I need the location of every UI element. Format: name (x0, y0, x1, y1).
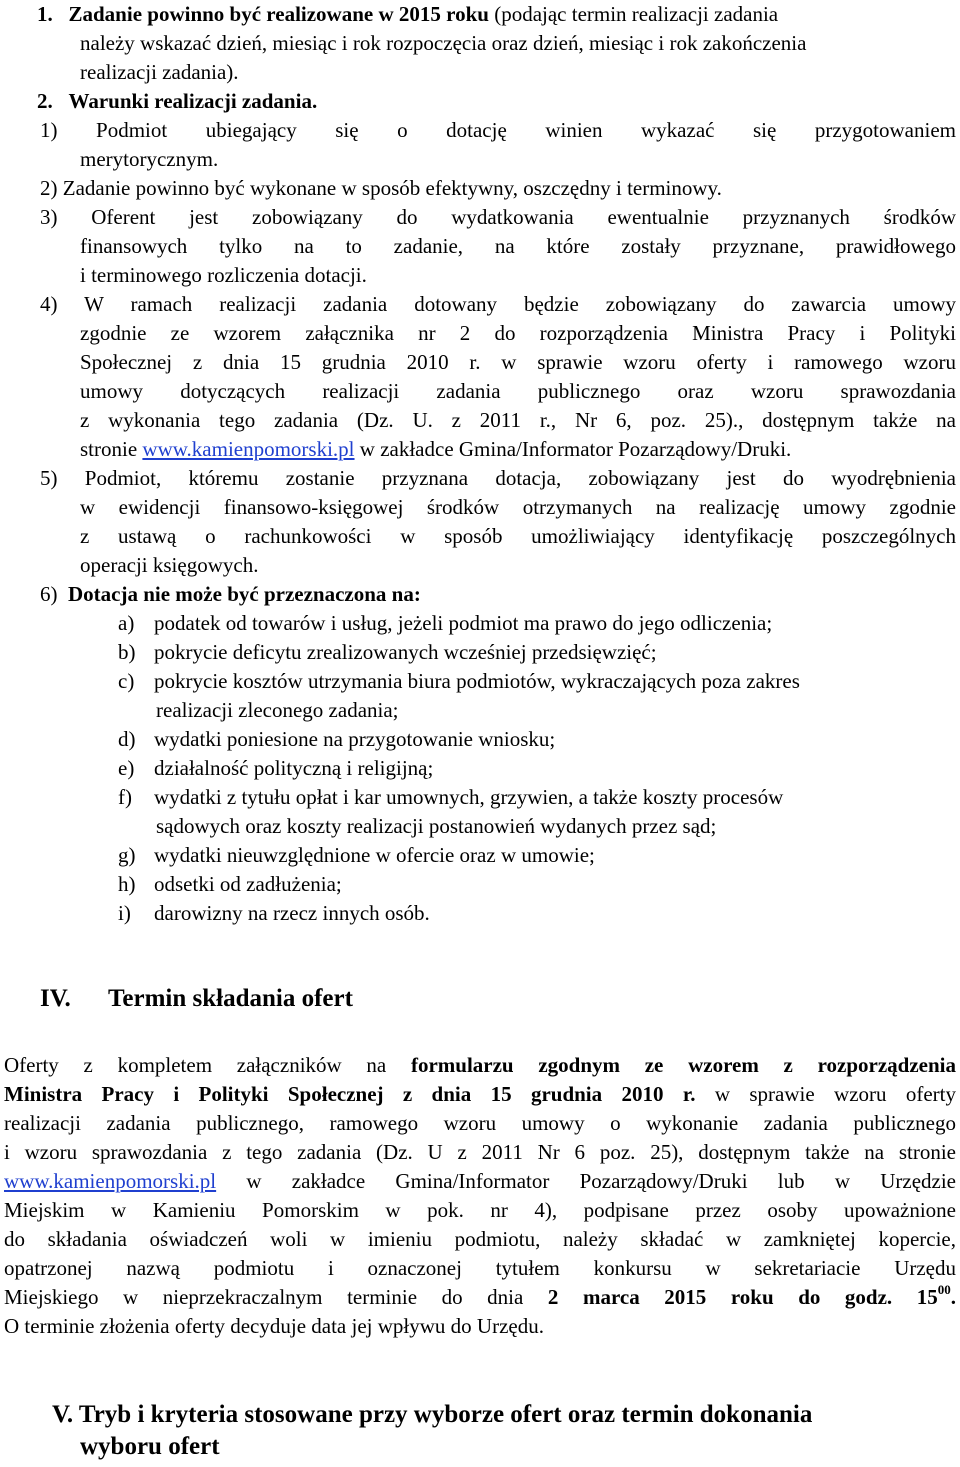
s4-deadline-sup: 00 (937, 1282, 951, 1297)
list-letter: d) (118, 727, 136, 751)
item1-rest: (podając termin realizacji zadania (488, 2, 779, 26)
list-text: działalność polityczną i religijną; (154, 756, 434, 780)
p6-title: Dotacja nie może być przeznaczona na: (68, 582, 421, 606)
list-item-f (118, 783, 783, 812)
s4-line10: O terminie złożenia oferty decyduje data jej wpływu do Urzędu. (4, 1314, 544, 1338)
p1-line2: merytorycznym. (80, 147, 219, 171)
p5-line3: z ustawą o rachunkowości w sposób umożliwiający identyfikację poszczególnych (80, 524, 956, 548)
s4-l5-rest: w zakładce Gmina/Informator Pozarządowy/Druki lub w Urzędzie (216, 1169, 956, 1193)
p4-line5: z wykonania tego zadania (Dz. U. z 2011 r., Nr 6, poz. 25)., dostępnym także na (80, 408, 956, 432)
s4-line9 (4, 1283, 956, 1312)
item1-line1 (37, 0, 778, 29)
list-item-e (118, 754, 433, 783)
s4-l2-rest: w sprawie wzoru oferty (695, 1082, 957, 1106)
p3-line3: i terminowego rozliczenia dotacji. (80, 263, 367, 287)
list-text: podatek od towarów i usług, jeżeli podmiot ma prawo do jego odliczenia; (154, 611, 773, 635)
s4-deadline: 2 marca 2015 roku do godz. 15 (547, 1285, 938, 1309)
list-text: pokrycie kosztów utrzymania biura podmiotów, wykraczających poza zakres (154, 669, 800, 693)
s4-line2 (4, 1080, 956, 1109)
list-letter: i) (118, 901, 131, 925)
s4-line3: realizacji zadania publicznego, ramowego wzoru umowy o wykonanie zadania publicznego (4, 1111, 956, 1135)
item2-number: 2. (37, 89, 53, 113)
p5-line4: operacji księgowych. (80, 553, 259, 577)
list-letter: c) (118, 669, 135, 693)
kamienpomorski-link-2[interactable]: www.kamienpomorski.pl (4, 1169, 217, 1193)
list-letter: a) (118, 611, 135, 635)
list-item-d (118, 725, 555, 754)
section5-title-line2: wyboru ofert (80, 1433, 220, 1460)
list-text: wydatki poniesione na przygotowanie wniosku; (154, 727, 556, 751)
s4-l9-c: . (950, 1285, 956, 1309)
s4-line5 (4, 1167, 956, 1196)
list-item-b (118, 638, 657, 667)
s4-line8: opatrzonej nazwą podmiotu i oznaczonej tytułem konkursu w sekretariacie Urzędu (4, 1256, 956, 1280)
p4-line4: umowy dotyczących realizacji zadania publicznego oraz wzoru sprawozdania (80, 379, 956, 403)
list-text: odsetki od zadłużenia; (154, 872, 342, 896)
p4-line6 (80, 435, 791, 464)
list-text: darowizny na rzecz innych osób. (154, 901, 430, 925)
section4-heading (40, 984, 353, 1013)
list-text: pokrycie deficytu zrealizowanych wcześniej przedsięwzięć; (154, 640, 657, 664)
item2-title: Warunki realizacji zadania. (68, 89, 318, 113)
s4-line6: Miejskim w Kamieniu Pomorskim w pok. nr 4), podpisane przez osoby upoważnione (4, 1198, 956, 1222)
item1-bold-lead: Zadanie powinno być realizowane w 2015 roku (68, 2, 489, 26)
p4-line1: 4) W ramach realizacji zadania dotowany będzie zobowiązany do zawarcia umowy (40, 292, 956, 316)
p6-heading (40, 580, 421, 609)
p6-number: 6) (40, 582, 58, 606)
s4-l1-a: Oferty z kompletem załączników na (4, 1053, 411, 1077)
p4-prefix: stronie (80, 437, 143, 461)
item1-line2: należy wskazać dzień, miesiąc i rok rozpoczęcia oraz dzień, miesiąc i rok zakończenia (80, 31, 807, 55)
list-item-c (118, 667, 800, 696)
section4-title: Termin składania ofert (108, 985, 353, 1012)
p4-line3: Społecznej z dnia 15 grudnia 2010 r. w sprawie wzoru oferty i ramowego wzoru (80, 350, 956, 374)
list-letter: f) (118, 785, 132, 809)
list-text: wydatki z tytułu opłat i kar umownych, grzywien, a także koszty procesów (154, 785, 784, 809)
section4-numeral: IV. (40, 985, 71, 1012)
kamienpomorski-link[interactable]: www.kamienpomorski.pl (142, 437, 355, 461)
p5-line2: w ewidencji finansowo-księgowej środków otrzymanych na realizację umowy zgodnie (80, 495, 956, 519)
list-item-g (118, 841, 595, 870)
list-letter: h) (118, 872, 136, 896)
s4-l1-b: formularzu zgodnym ze wzorem z rozporządzenia (410, 1053, 956, 1077)
s4-line7: do składania oświadczeń woli w imieniu podmiotu, należy składać w zamkniętej kopercie, (4, 1227, 956, 1251)
list-item-f-cont: sądowych oraz koszty realizacji postanowień wydanych przez sąd; (156, 814, 717, 838)
p2-line: 2) Zadanie powinno być wykonane w sposób efektywny, oszczędny i terminowy. (40, 176, 722, 200)
list-letter: g) (118, 843, 136, 867)
item2-heading (37, 87, 317, 116)
section5-title-line1: V. Tryb i kryteria stosowane przy wyborze ofert oraz termin dokonania (52, 1401, 813, 1428)
list-item-a (118, 609, 772, 638)
p3-line2: finansowych tylko na to zadanie, na które zostały przyznane, prawidłowego (80, 234, 956, 258)
list-item-i (118, 899, 430, 928)
item1-number: 1. (37, 2, 53, 26)
list-item-c-cont: realizacji zleconego zadania; (156, 698, 399, 722)
s4-line1 (4, 1051, 956, 1080)
s4-l2-bold: Ministra Pracy i Polityki Społecznej z dnia 15 grudnia 2010 r. (4, 1082, 696, 1106)
p4-suffix: w zakładce Gmina/Informator Pozarządowy/Druki. (354, 437, 792, 461)
list-item-h (118, 870, 342, 899)
item1-line3: realizacji zadania). (80, 60, 239, 84)
p3-line1: 3) Oferent jest zobowiązany do wydatkowania ewentualnie przyznanych środków (40, 205, 956, 229)
s4-l9-a: Miejskiego w nieprzekraczalnym terminie do dnia (4, 1285, 548, 1309)
p1-line1: 1) Podmiot ubiegający się o dotację winien wykazać się przygotowaniem (40, 118, 956, 142)
list-text: wydatki nieuwzględnione w ofercie oraz w umowie; (154, 843, 595, 867)
list-letter: b) (118, 640, 136, 664)
list-letter: e) (118, 756, 135, 780)
p4-line2: zgodnie ze wzorem załącznika nr 2 do rozporządzenia Ministra Pracy i Polityki (80, 321, 956, 345)
s4-line4: i wzoru sprawozdania z tego zadania (Dz. U z 2011 Nr 6 poz. 25), dostępnym także na stronie (4, 1140, 956, 1164)
p5-line1: 5) Podmiot, któremu zostanie przyznana dotacja, zobowiązany jest do wyodrębnienia (40, 466, 956, 490)
